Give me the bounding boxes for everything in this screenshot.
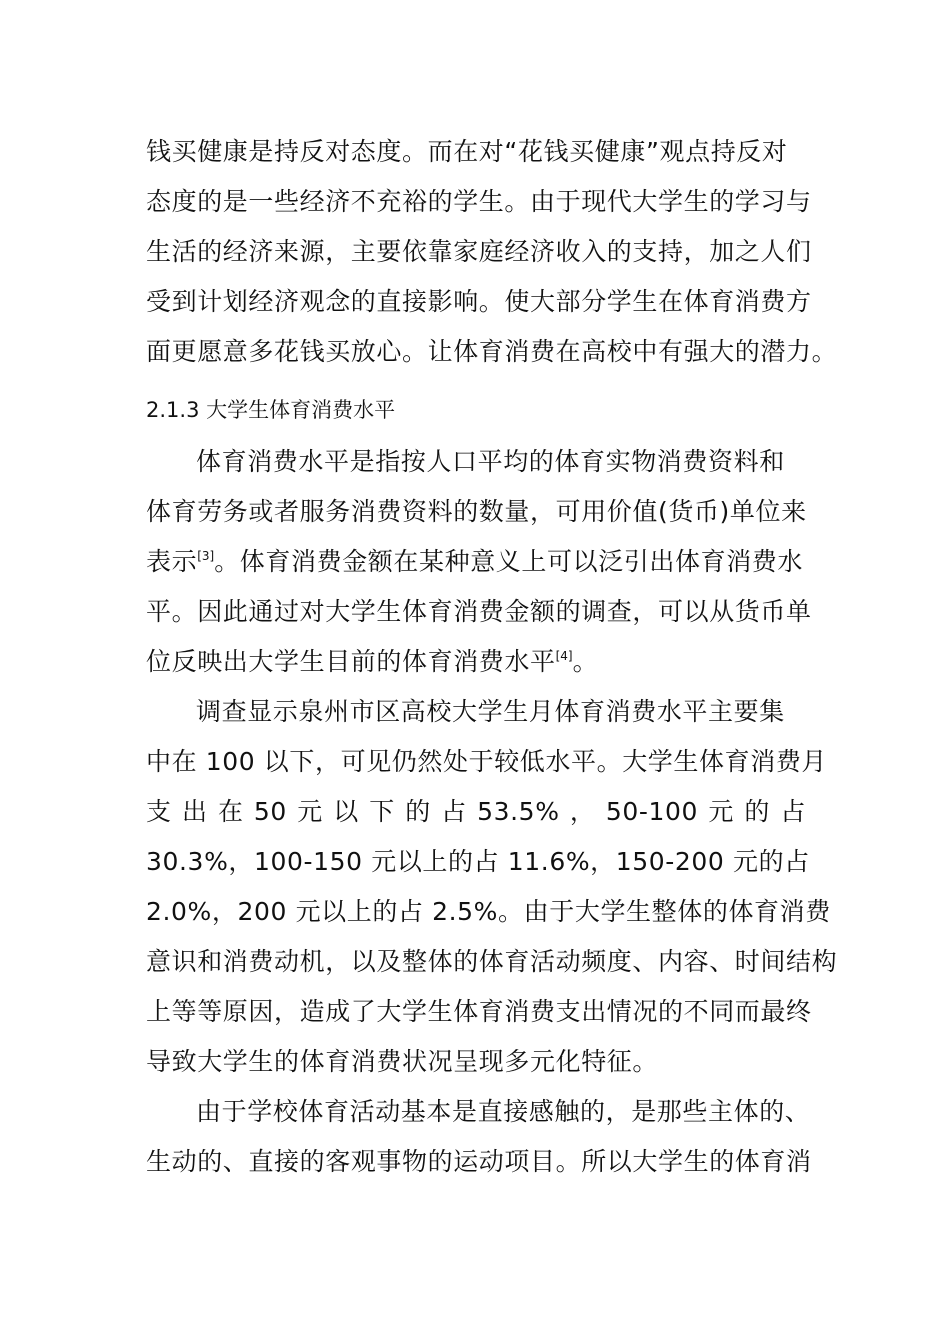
justified-token: 元 — [297, 797, 323, 826]
text-segment: 位反映出大学生目前的体育消费水平 — [146, 647, 556, 676]
justified-token: 元 — [708, 797, 734, 826]
text-line: 态度的是一些经济不充裕的学生。由于现代大学生的学习与 — [146, 187, 812, 216]
text-line: 30.3%，100-150 元以上的占 11.6%，150-200 元的占 — [146, 847, 810, 876]
text-line: 上等等原因，造成了大学生体育消费支出情况的不同而最终 — [146, 997, 812, 1026]
text-line-justified — [146, 796, 806, 828]
text-segment: 。体育消费金额在某种意义上可以泛引出体育消费水 — [214, 547, 804, 576]
justified-token: 占 — [780, 797, 806, 826]
text-line: 钱买健康是持反对态度。而在对“花钱买健康”观点持反对 — [146, 137, 788, 166]
justified-token: 的 — [405, 797, 431, 826]
text-line: 体育消费水平是指按人口平均的体育实物消费资料和 — [196, 447, 785, 476]
text-line: 平。因此通过对大学生体育消费金额的调查，可以从货币单 — [146, 597, 812, 626]
justified-token: 下 — [369, 797, 395, 826]
text-line: 面更愿意多花钱买放心。让体育消费在高校中有强大的潜力。 — [146, 337, 838, 366]
text-line: 中在 100 以下，可见仍然处于较低水平。大学生体育消费月 — [146, 747, 828, 776]
text-line: 生动的、直接的客观事物的运动项目。所以大学生的体育消 — [146, 1147, 812, 1176]
justified-token: 50-100 — [605, 797, 699, 826]
text-line — [146, 646, 836, 678]
justified-token: 出 — [181, 797, 208, 826]
justified-token: 50 — [253, 797, 287, 826]
justified-token: 支 — [146, 797, 172, 826]
justified-token: 以 — [333, 797, 359, 826]
text-line: 调查显示泉州市区高校大学生月体育消费水平主要集 — [196, 697, 785, 726]
justified-token: ， — [569, 797, 596, 826]
text-segment: 。 — [572, 647, 599, 676]
text-line — [146, 546, 836, 578]
justified-token: 在 — [217, 797, 244, 826]
citation-ref: [4] — [555, 649, 573, 663]
justified-token: 53.5% — [477, 797, 560, 826]
section-heading: 2.1.3 大学生体育消费水平 — [146, 398, 396, 422]
text-segment: 表示 — [146, 547, 198, 576]
text-line: 导致大学生的体育消费状况呈现多元化特征。 — [146, 1047, 659, 1076]
justified-token: 占 — [441, 797, 467, 826]
text-line: 体育劳务或者服务消费资料的数量，可用价值(货币)单位来 — [146, 497, 807, 526]
citation-ref: [3] — [197, 549, 215, 563]
text-line: 受到计划经济观念的直接影响。使大部分学生在体育消费方 — [146, 287, 812, 316]
text-line: 意识和消费动机，以及整体的体育活动频度、内容、时间结构 — [146, 947, 838, 976]
text-line: 生活的经济来源，主要依靠家庭经济收入的支持，加之人们 — [146, 237, 812, 266]
text-line: 2.0%，200 元以上的占 2.5%。由于大学生整体的体育消费 — [146, 897, 831, 926]
text-line: 由于学校体育活动基本是直接感触的，是那些主体的、 — [196, 1097, 811, 1126]
justified-token: 的 — [744, 797, 770, 826]
